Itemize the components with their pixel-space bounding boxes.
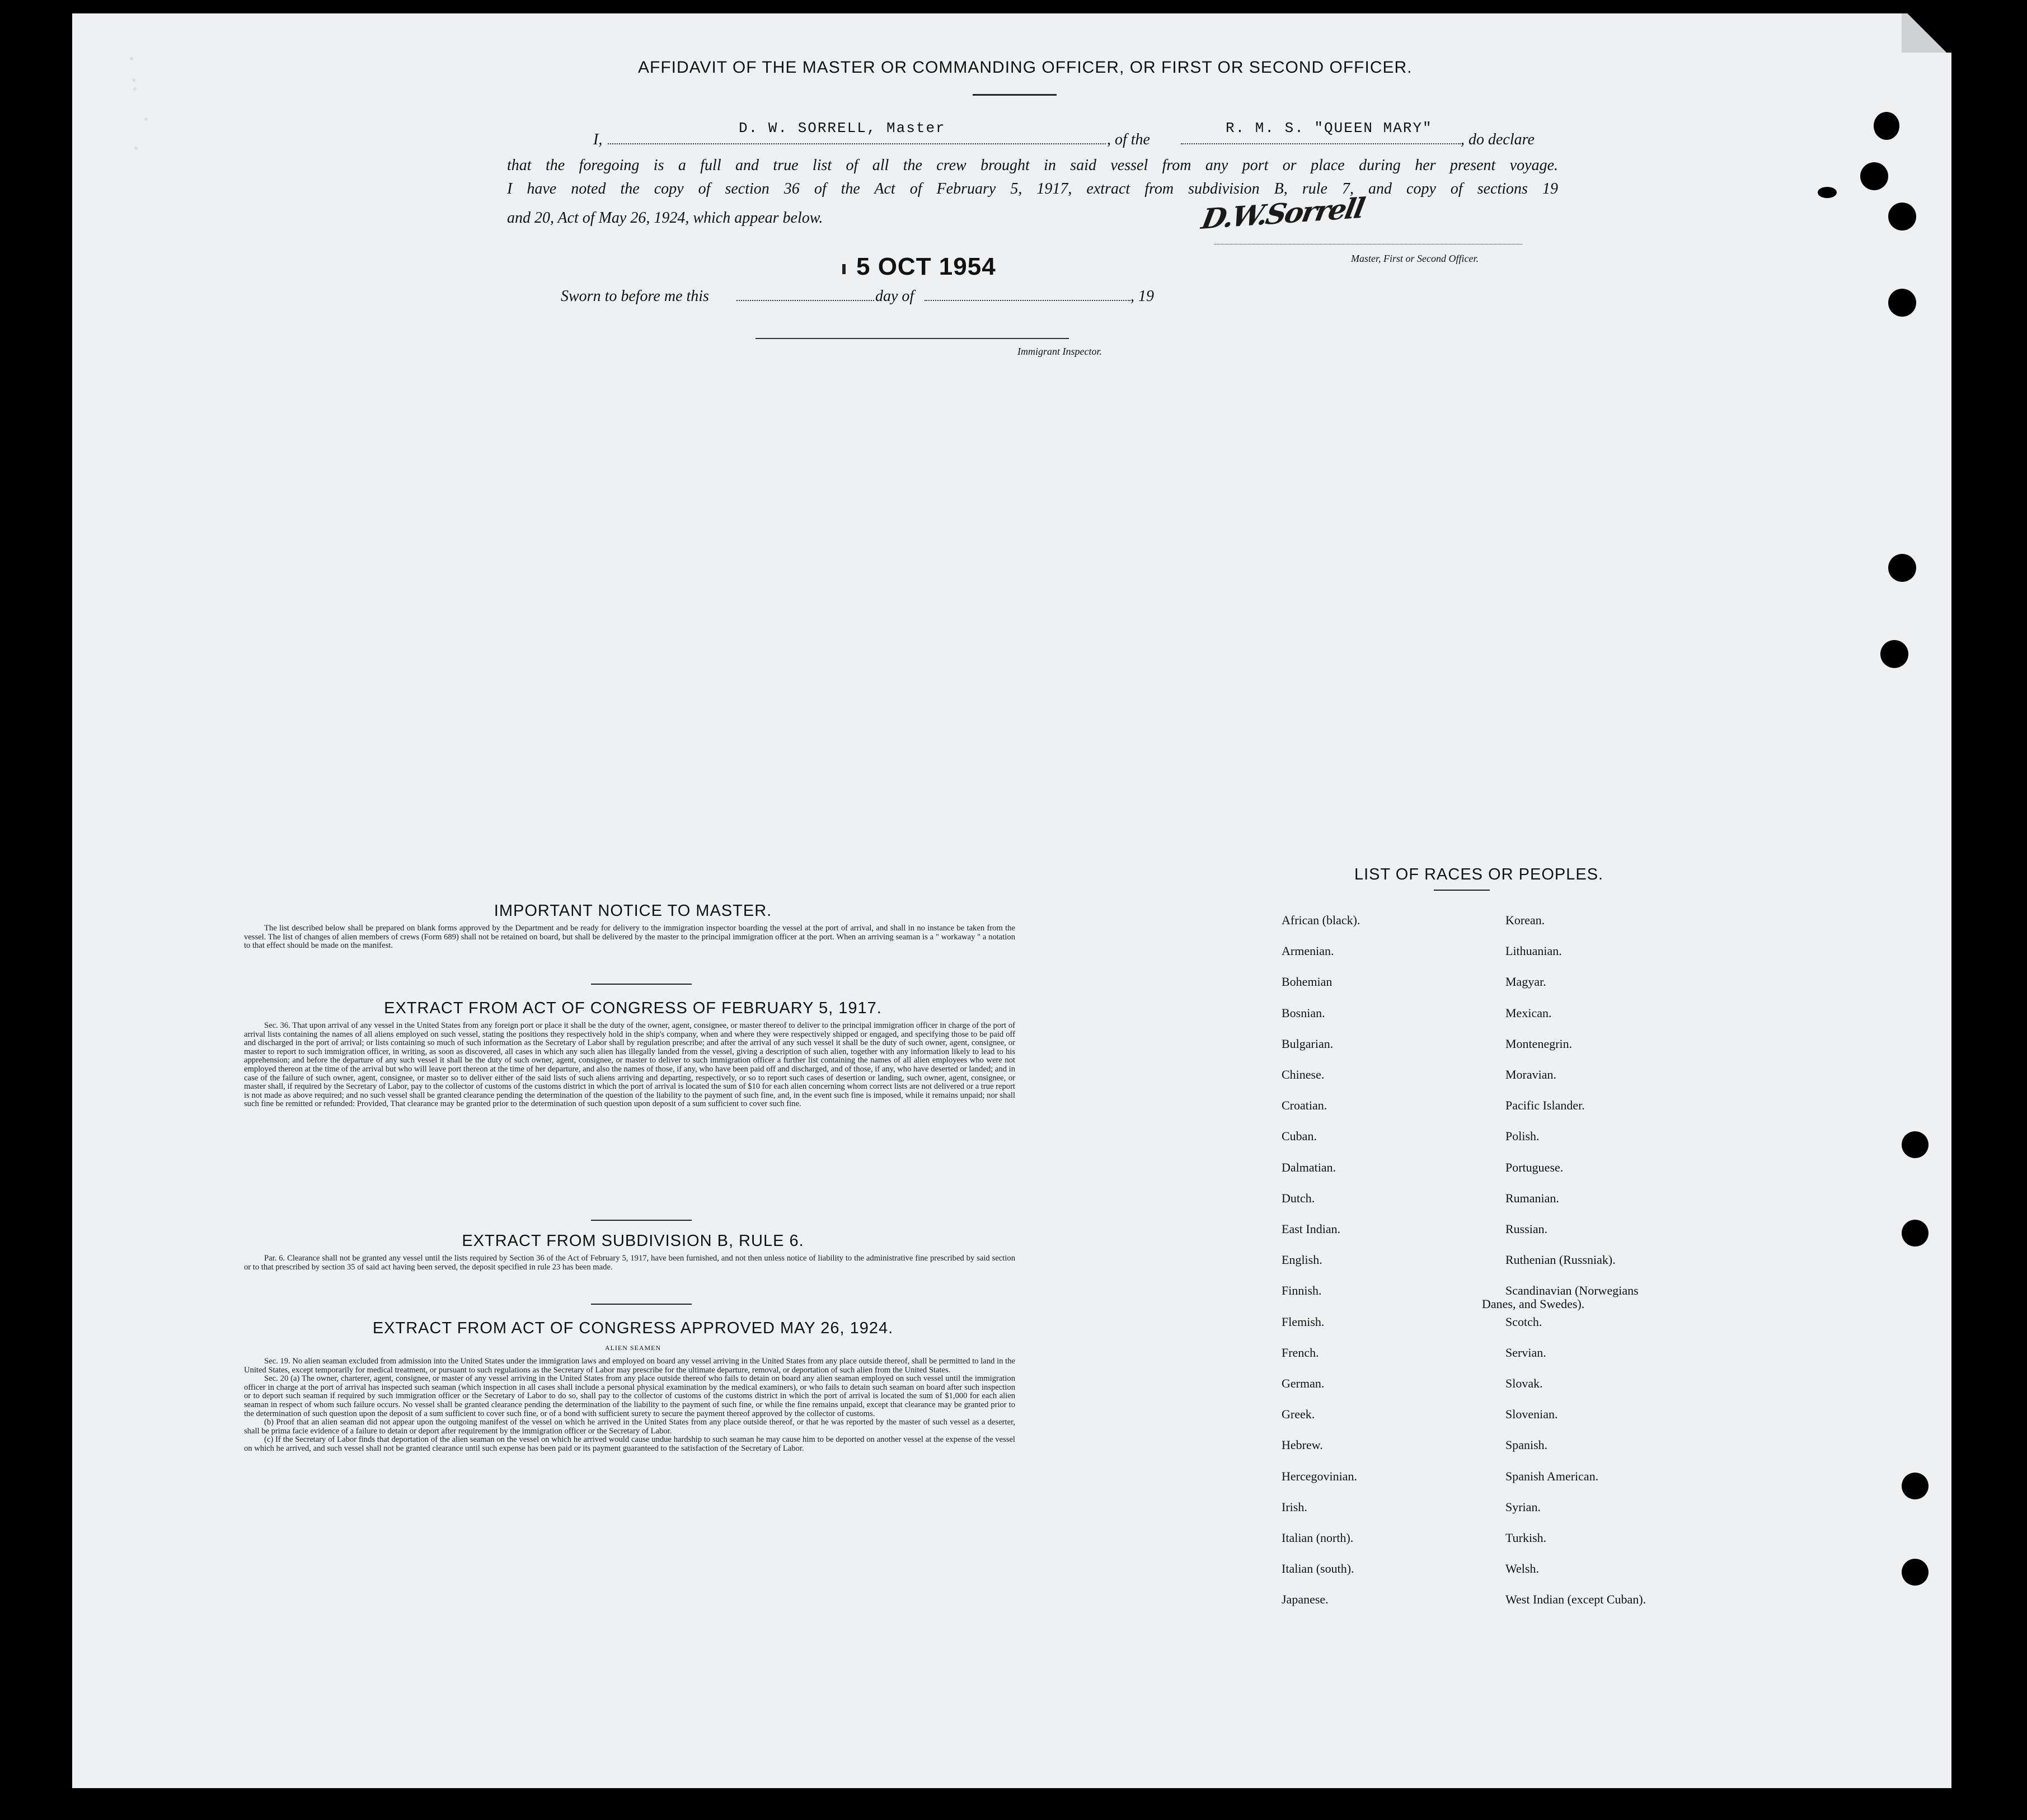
subdivision-text bbox=[244, 1254, 1015, 1272]
date-stamp: 5 OCT 1954 bbox=[856, 253, 996, 280]
race-item: English. bbox=[1282, 1253, 1322, 1267]
affidavit-title: AFFIDAVIT OF THE MASTER OR COMMANDING OFFICER, OR FIRST OR SECOND OFFICER. bbox=[638, 58, 1413, 77]
vessel-fill-line bbox=[1181, 143, 1461, 144]
race-item: Slovenian. bbox=[1505, 1407, 1558, 1422]
race-item: Dutch. bbox=[1282, 1191, 1315, 1205]
race-item: Italian (south). bbox=[1282, 1562, 1354, 1576]
race-item: Danes, and Swedes). bbox=[1482, 1297, 1585, 1311]
races-divider bbox=[1434, 890, 1490, 891]
declaration-line-3: I have noted the copy of section 36 of the Act of February 5, 1917, extract from subdivision B, rule 7, and copy of sections 19 bbox=[507, 180, 1558, 197]
vessel-name-field: R. M. S. "QUEEN MARY" bbox=[1226, 120, 1433, 137]
title-underline bbox=[973, 94, 1057, 96]
name-fill-line bbox=[608, 143, 1106, 144]
race-item: Finnish. bbox=[1282, 1283, 1322, 1298]
race-item: Hercegovinian. bbox=[1282, 1469, 1357, 1483]
race-item: German. bbox=[1282, 1376, 1325, 1390]
stamp-tick bbox=[842, 264, 846, 274]
race-item: Rumanian. bbox=[1505, 1191, 1559, 1205]
race-item: Irish. bbox=[1282, 1499, 1307, 1514]
margin-speck bbox=[144, 117, 148, 121]
race-item: Mexican. bbox=[1505, 1005, 1552, 1020]
race-item: Cuban. bbox=[1282, 1129, 1317, 1144]
race-item: Croatian. bbox=[1282, 1098, 1327, 1113]
punch-hole bbox=[1874, 112, 1899, 140]
race-item: Syrian. bbox=[1505, 1499, 1541, 1514]
sworn-day-line bbox=[736, 300, 874, 301]
master-name-field: D. W. SORRELL, Master bbox=[739, 120, 946, 137]
sworn-month-line bbox=[925, 300, 1130, 301]
punch-hole bbox=[1880, 640, 1908, 668]
punch-hole bbox=[1818, 187, 1837, 198]
race-item: Chinese. bbox=[1282, 1067, 1325, 1081]
race-item: Italian (north). bbox=[1282, 1531, 1354, 1545]
folded-corner bbox=[1902, 13, 1952, 53]
extract-1917-divider bbox=[591, 1220, 692, 1221]
margin-speck bbox=[132, 78, 135, 82]
inspector-signature-line bbox=[756, 338, 1069, 339]
race-item: Moravian. bbox=[1505, 1067, 1557, 1081]
declaration-line-4: and 20, Act of May 26, 1924, which appear below. bbox=[507, 209, 823, 227]
alien-seamen-subtitle: ALIEN SEAMEN bbox=[604, 1344, 661, 1352]
race-item: Lithuanian. bbox=[1505, 944, 1562, 958]
race-item: Bosnian. bbox=[1282, 1005, 1325, 1020]
sec-20a-paragraph: Sec. 20 (a) The owner, charterer, agent, consignee, or master of any vessel arriving in the United States from any place outside thereof who fails to detain on board any alien seaman employed on such vessel until the immigration officer in charge at the port of arrival has inspected such seaman (which inspection in all cases shall include a personal physical examination by the medical examiners), or who fails to detain such seaman on board after such inspection or to deport such seaman if required by such immigration officer or the Secretary of Labor to do so, shall pay to the collector of customs of the customs district in which the port of arrival is located the sum of $1,000 for each alien seaman in respect of whom such failure occurs. No vessel shall be granted clearance pending the determination of the liability to the payment of such fine, or while the fine remains unpaid, except that clearance may be granted prior to the determination of such question upon the deposit of a sum sufficient to cover such fine, or of a bond with sufficient surety to secure the payment thereof approved by the collector of customs. bbox=[244, 1374, 1015, 1418]
race-item: Montenegrin. bbox=[1505, 1036, 1573, 1051]
race-item: Pacific Islander. bbox=[1505, 1098, 1585, 1113]
race-item: Japanese. bbox=[1282, 1592, 1329, 1607]
sec-20b-paragraph: (b) Proof that an alien seaman did not appear upon the outgoing manifest of the vessel on which he arrived in the United States from any place outside thereof, or that he was reported by the master of such vessel as a deserter, shall be prima facie evidence of a failure to detain or deport after requirement by the immigration officer or the Secretary of Labor. bbox=[244, 1418, 1015, 1436]
extract-1924-title: EXTRACT FROM ACT OF CONGRESS APPROVED MAY 26, 1924. bbox=[372, 1319, 894, 1337]
punch-hole bbox=[1902, 1220, 1929, 1247]
race-item: East Indian. bbox=[1282, 1222, 1341, 1236]
race-item: Bohemian bbox=[1282, 975, 1332, 989]
race-item: Scandinavian (Norwegians bbox=[1505, 1283, 1639, 1298]
race-item: Korean. bbox=[1505, 913, 1545, 927]
extract-1917-paragraph: Sec. 36. That upon arrival of any vessel in the United States from any foreign port or place it shall be the duty of the owner, agent, consignee, or master thereof to deliver to the principal immigration officer in charge of the port of arrival lists containing the names of all aliens employed on such vessel, stating the positions they respectively hold in the ship's company, when and where they were respectively shipped or engaged, and specifying those to be paid off and discharged in the port of arrival; or lists containing so much of such information as the Secretary of Labor shall by regulation prescribe; and after the arrival of any such vessel it shall be the duty of such owner, agent, consignee, or master to report to such immigration officer, in writing, as soon as discovered, all cases in which any such alien has illegally landed from the vessel, giving a description of such alien, together with any information likely to lead to his apprehension; and before the departure of any such vessel it shall be the duty of such owner, agent, consignee, or master to deliver to such immigration officer a further list containing the names of all alien employees who were not employed thereon at the time of the arrival but who will leave port thereon at the time of her departure, and also the names of those, if any, who have been paid off and discharged, and of those, if any, who have deserted or landed; and in case of the failure of such owner, agent, consignee, or master so to deliver either of the said lists of such aliens arriving and departing, respectively, or so to report such cases of desertion or landing, such owner, agent, consignee, or master shall, if required by the Secretary of Labor, pay to the collector of customs of the customs district in which the port of arrival is located the sum of $10 for each alien concerning whom correct lists are not delivered or a true report is not made as above required; and no such vessel shall be granted clearance pending the determination of the question of the liability to the payment of such fine, and, in the event such fine is imposed, while it remains unpaid; nor shall such fine be remitted or refunded: Provided, That clearance may be granted prior to the determination of such question upon deposit of a sum sufficient to cover such fine. bbox=[244, 1021, 1015, 1109]
subdivision-divider bbox=[591, 1304, 692, 1305]
sworn-label: Sworn to before me this bbox=[561, 288, 709, 305]
punch-hole bbox=[1888, 289, 1916, 317]
day-of-label: day of bbox=[875, 288, 914, 305]
punch-hole bbox=[1888, 554, 1916, 582]
race-item: Russian. bbox=[1505, 1222, 1548, 1236]
race-item: Dalmatian. bbox=[1282, 1160, 1336, 1174]
extract-1917-text bbox=[244, 1022, 1015, 1109]
margin-speck bbox=[133, 87, 137, 91]
extract-1917-title: EXTRACT FROM ACT OF CONGRESS OF FEBRUARY 5, 1917. bbox=[384, 999, 882, 1017]
subdivision-paragraph: Par. 6. Clearance shall not be granted any vessel until the lists required by Section 36 of the Act of February 5, 1917, have been furnished, and not then unless notice of liability to the administrative fine prescribed by said section or to that prescribed by section 35 of said act having been served, the deposit specified in rule 23 has been made. bbox=[244, 1254, 1015, 1272]
race-item: Bulgarian. bbox=[1282, 1036, 1334, 1051]
sec-19-paragraph: Sec. 19. No alien seaman excluded from admission into the United States under the immigration laws and employed on board any vessel arriving in the United States from any place outside thereof, shall be permitted to land in the United States, except temporarily for medical treatment, or pursuant to such regulations as the Secretary of Labor may prescribe for the ultimate departure, removal, or deportation of such alien from the United States. bbox=[244, 1357, 1015, 1375]
inspector-caption: Immigrant Inspector. bbox=[1017, 346, 1102, 357]
race-item: French. bbox=[1282, 1345, 1319, 1360]
extract-1924-text bbox=[244, 1357, 1015, 1454]
race-item: Slovak. bbox=[1505, 1376, 1543, 1390]
race-item: Armenian. bbox=[1282, 944, 1334, 958]
notice-paragraph: The list described below shall be prepared on blank forms approved by the Department and be ready for delivery to the immigration inspector boarding the vessel at the port of arrival, and shall in no instance be taken from the vessel. The list of changes of alien members of crews (Form 689) shall not be retained on board, but shall be delivered by the master to the principal immigration officer at the port. When an arriving seaman is a " workaway " a notation to that effect should be made on the manifest. bbox=[244, 924, 1015, 951]
race-item: Flemish. bbox=[1282, 1314, 1325, 1329]
document-page bbox=[72, 13, 1951, 1788]
subdivision-title: EXTRACT FROM SUBDIVISION B, RULE 6. bbox=[462, 1232, 804, 1250]
master-signature: D.W.Sorrell bbox=[1199, 191, 1367, 236]
sec-20c-paragraph: (c) If the Secretary of Labor finds that deportation of the alien seaman on the vessel on which he arrived would cause undue hardship to such seaman he may cause him to be deported on another vessel at the expense of the vessel on which he arrived, and such vessel shall not be granted clearance until such expense has been paid or its payment guaranteed to the satisfaction of the Secretary of Labor. bbox=[244, 1435, 1015, 1453]
margin-speck bbox=[134, 147, 138, 150]
declaration-line-2: that the foregoing is a full and true list of all the crew brought in said vessel from any port or place during her present voyage. bbox=[507, 157, 1558, 174]
notice-text bbox=[244, 924, 1015, 951]
race-item: Servian. bbox=[1505, 1345, 1546, 1360]
margin-speck bbox=[130, 57, 133, 60]
year-label: , 19 bbox=[1130, 288, 1154, 305]
punch-hole bbox=[1902, 1131, 1929, 1158]
notice-divider bbox=[591, 984, 692, 985]
race-item: Polish. bbox=[1505, 1129, 1540, 1144]
races-title: LIST OF RACES OR PEOPLES. bbox=[1354, 866, 1604, 883]
race-item: Hebrew. bbox=[1282, 1438, 1323, 1452]
signature-caption: Master, First or Second Officer. bbox=[1351, 253, 1479, 264]
race-item: Spanish. bbox=[1505, 1438, 1548, 1452]
punch-hole bbox=[1860, 162, 1888, 190]
notice-title: IMPORTANT NOTICE TO MASTER. bbox=[494, 902, 772, 920]
of-the-label: , of the bbox=[1107, 131, 1150, 148]
punch-hole bbox=[1888, 203, 1916, 231]
race-item: Scotch. bbox=[1505, 1314, 1542, 1329]
race-item: Welsh. bbox=[1505, 1562, 1539, 1576]
punch-hole bbox=[1902, 1559, 1929, 1586]
race-item: Spanish American. bbox=[1505, 1469, 1599, 1483]
race-item: Portuguese. bbox=[1505, 1160, 1564, 1174]
race-item: African (black). bbox=[1282, 913, 1360, 927]
do-declare-label: , do declare bbox=[1461, 131, 1535, 148]
race-item: Ruthenian (Russniak). bbox=[1505, 1253, 1616, 1267]
race-item: Turkish. bbox=[1505, 1531, 1547, 1545]
i-label: I, bbox=[593, 131, 603, 148]
race-item: Greek. bbox=[1282, 1407, 1315, 1422]
race-item: Magyar. bbox=[1505, 975, 1546, 989]
race-item: West Indian (except Cuban). bbox=[1505, 1592, 1646, 1607]
punch-hole bbox=[1902, 1473, 1929, 1499]
